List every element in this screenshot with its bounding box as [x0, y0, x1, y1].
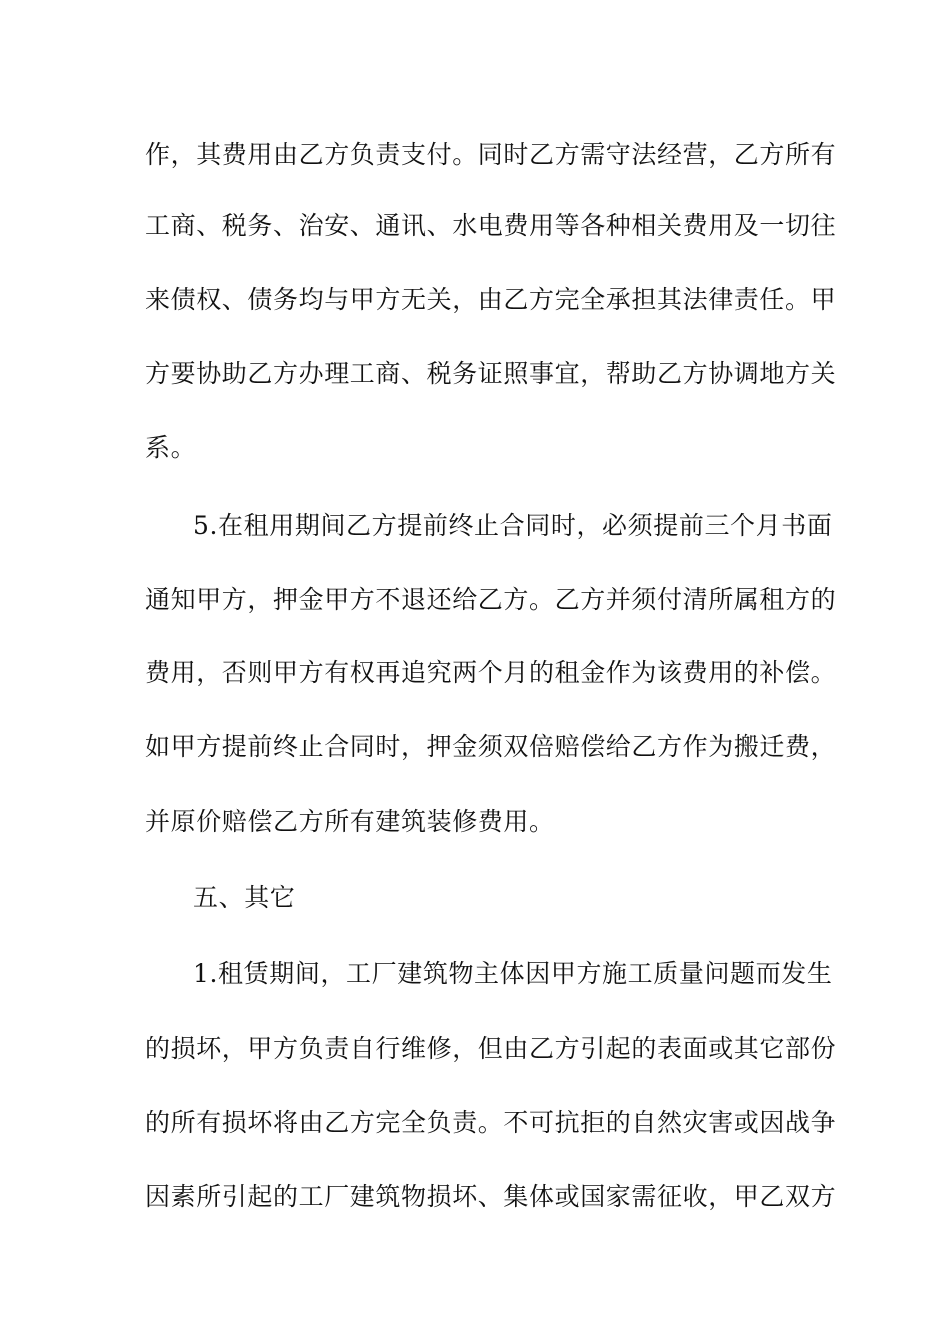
paragraph-line: 系。 — [145, 433, 197, 462]
paragraph-line: 方要协助乙方办理工商、税务证照事宜，帮助乙方协调地方关 — [145, 359, 837, 388]
paragraph-line: 通知甲方，押金甲方不退还给乙方。乙方并须付清所属租方的 — [145, 585, 837, 614]
paragraph-line: 的所有损坏将由乙方完全负责。不可抗拒的自然灾害或因战争 — [145, 1108, 837, 1137]
paragraph-line: 工商、税务、治安、通讯、水电费用等各种相关费用及一切往 — [145, 211, 837, 240]
paragraph-line: 1.租赁期间，工厂建筑物主体因甲方施工质量问题而发生 — [193, 959, 833, 988]
paragraph-line: 作，其费用由乙方负责支付。同时乙方需守法经营，乙方所有 — [145, 140, 837, 169]
paragraph-line: 如甲方提前终止合同时，押金须双倍赔偿给乙方作为搬迁费， — [145, 732, 837, 761]
section-heading: 五、其它 — [193, 883, 296, 912]
paragraph-line: 5.在租用期间乙方提前终止合同时，必须提前三个月书面 — [193, 511, 833, 540]
paragraph-line: 来债权、债务均与甲方无关，由乙方完全承担其法律责任。甲 — [145, 285, 837, 314]
paragraph-line: 并原价赔偿乙方所有建筑装修费用。 — [145, 807, 555, 836]
paragraph-line: 费用，否则甲方有权再追究两个月的租金作为该费用的补偿。 — [145, 658, 837, 687]
paragraph-line: 因素所引起的工厂建筑物损坏、集体或国家需征收，甲乙双方 — [145, 1182, 837, 1211]
paragraph-line: 的损坏，甲方负责自行维修，但由乙方引起的表面或其它部份 — [145, 1034, 837, 1063]
